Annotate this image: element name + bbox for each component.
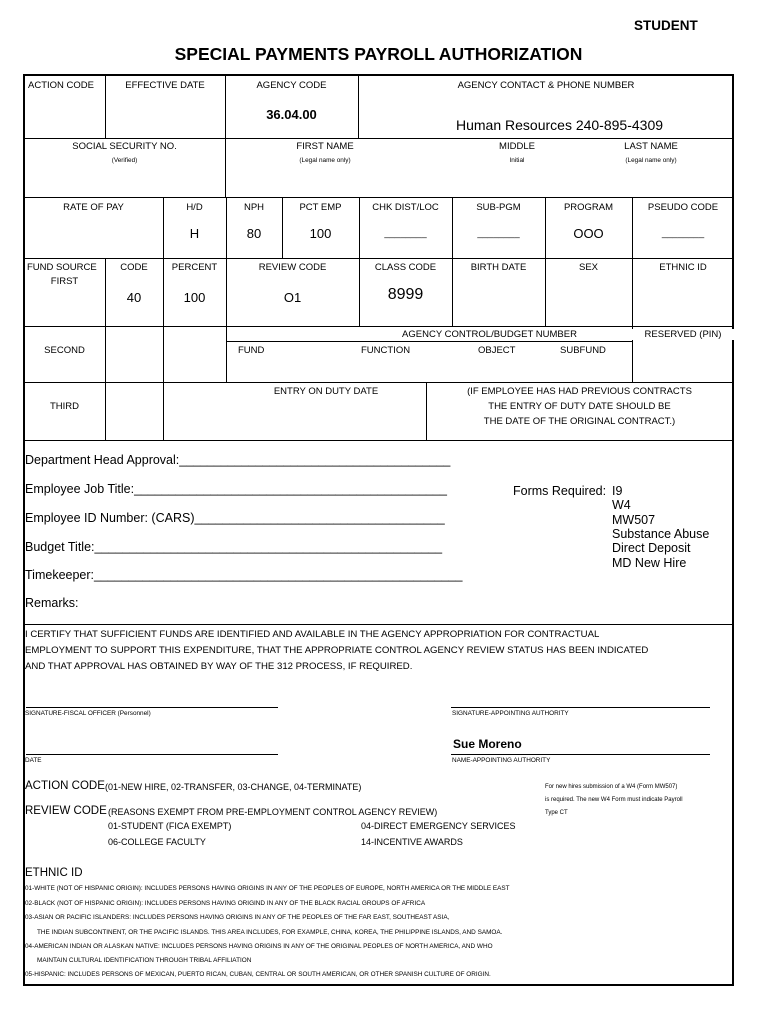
ethnic-line: 04-AMERICAN INDIAN OR ALASKAN NATIVE: INCLUDES PERSONS HAVING ORIGINS IN ANY OF THE ORIGINAL PEOPLES OF NORTH AMERICA, AND WHO — [25, 943, 493, 950]
review-code-04: 04-DIRECT EMERGENCY SERVICES — [361, 821, 516, 831]
object-label: OBJECT — [478, 345, 516, 356]
code-label: CODE — [120, 262, 148, 273]
ssn-label: SOCIAL SECURITY NO. — [72, 141, 177, 152]
percent-value[interactable]: 100 — [183, 290, 206, 305]
pseudo-code-value[interactable]: ________ — [661, 228, 705, 239]
ethnic-id-label: ETHNIC ID — [659, 262, 707, 273]
pct-emp-value[interactable]: 100 — [309, 226, 332, 241]
sub-pgm-value[interactable]: ________ — [477, 228, 520, 239]
hd-value[interactable]: H — [189, 226, 200, 241]
fund-second-label: SECOND — [44, 345, 85, 356]
certify-line-3: AND THAT APPROVAL HAS OBTAINED BY WAY OF THE 312 PROCESS, IF REQUIRED. — [25, 661, 413, 672]
divider — [163, 258, 164, 440]
fund-third-label: THIRD — [49, 401, 80, 412]
form-item: MD New Hire — [612, 556, 687, 570]
divider — [24, 326, 734, 327]
first-name-label: FIRST NAME — [296, 141, 354, 152]
chk-dist-label: CHK DIST/LOC — [372, 202, 439, 213]
reserved-pin-label: RESERVED (PIN) — [632, 329, 734, 340]
agency-contact-value[interactable]: Human Resources 240-895-4309 — [456, 117, 664, 133]
entry-note-1: (IF EMPLOYEE HAS HAD PREVIOUS CONTRACTS — [467, 386, 692, 397]
review-code-value[interactable]: O1 — [283, 290, 302, 305]
form-item: Substance Abuse — [612, 527, 710, 541]
certify-line-2: EMPLOYMENT TO SUPPORT THIS EXPENDITURE, THAT THE APPROPRIATE CONTROL AGENCY REVIEW STATUS HAS BEEN INDICATED — [25, 645, 649, 656]
ethnic-line: 03-ASIAN OR PACIFIC ISLANDERS: INCLUDES PERSONS HAVING ORIGINS IN ANY OF THE PEOPLES OF THE FAR EAST, SOUTHEAST ASIA, — [25, 914, 450, 921]
review-code-01: 01-STUDENT (FICA EXEMPT) — [108, 821, 232, 831]
w4-note-3: Type CT — [545, 810, 568, 816]
w4-note-1: For new hires submission of a W4 (Form MW507) — [545, 784, 678, 790]
signature-line[interactable] — [26, 707, 278, 708]
entry-on-duty-label: ENTRY ON DUTY DATE — [273, 386, 379, 397]
budget-title-field[interactable]: Budget Title:__________________________________________________ — [25, 540, 443, 554]
code-value[interactable]: 40 — [126, 290, 142, 305]
birth-date-label: BIRTH DATE — [470, 262, 527, 273]
class-code-label: CLASS CODE — [374, 262, 437, 273]
sex-label: SEX — [578, 262, 598, 273]
entry-note-2: THE ENTRY OF DUTY DATE SHOULD BE — [488, 401, 671, 412]
divider — [226, 341, 632, 342]
subfund-label: SUBFUND — [560, 345, 606, 356]
form-item: W4 — [612, 498, 631, 512]
ethnic-line: 05-HISPANIC: INCLUDES PERSONS OF MEXICAN, PUERTO RICAN, CUBAN, CENTRAL OR SOUTH AMERICAN, OR OTHER SPANISH CULTURE OF ORIGIN. — [25, 971, 491, 978]
agency-code-label: AGENCY CODE — [256, 80, 327, 91]
form-item: MW507 — [612, 513, 656, 527]
divider — [24, 440, 734, 441]
name-appointing-label: NAME-APPOINTING AUTHORITY — [452, 757, 551, 764]
effective-date-label: EFFECTIVE DATE — [125, 80, 205, 91]
w4-note-2: is required. The new W4 Form must indicate Payroll — [545, 797, 683, 803]
ethnic-line: THE INDIAN SUBCONTINENT, OR THE PACIFIC ISLANDS. THIS AREA INCLUDES, FOR EXAMPLE, CHINA, KOREA, THE PHILIPPINE ISLANDS, AND SAMOA. — [37, 929, 503, 936]
review-code-06: 06-COLLEGE FACULTY — [108, 837, 206, 847]
nph-label: NPH — [243, 202, 265, 213]
ethnic-line: 02-BLACK (NOT OF HISPANIC ORIGIN): INCLUDES PERSONS HAVING ORIGIND IN ANY OF THE BLACK RACIAL GROUPS OF AFRICA — [25, 900, 426, 907]
pct-emp-label: PCT EMP — [299, 202, 342, 213]
middle-label: MIDDLE — [499, 141, 535, 152]
form-item: I9 — [612, 484, 623, 498]
program-value[interactable]: OOO — [573, 226, 604, 241]
middle-sublabel: Initial — [509, 157, 525, 164]
ethnic-line: 01-WHITE (NOT OF HISPANIC ORIGIN): INCLUDES PERSONS HAVING ORIGINS IN ANY OF THE PEOPLES OF EUROPE, NORTH AMERICA OR THE MIDDLE EAST — [25, 885, 510, 892]
hd-label: H/D — [186, 202, 203, 213]
first-name-sublabel: (Legal name only) — [299, 157, 351, 164]
date-label: DATE — [25, 757, 42, 764]
dept-head-approval-field[interactable]: Department Head Approval:_______________________________________ — [25, 453, 451, 467]
action-code-legend: (01-NEW HIRE, 02-TRANSFER, 03-CHANGE, 04-TERMINATE) — [105, 782, 362, 792]
divider — [226, 258, 227, 382]
review-code-label: REVIEW CODE — [258, 262, 327, 273]
program-label: PROGRAM — [563, 202, 614, 213]
ethnic-line: MAINTAIN CULTURAL IDENTIFICATION THROUGH TRIBAL AFFILIATION — [37, 957, 252, 964]
signature-line[interactable] — [451, 707, 710, 708]
fund-source-label: FUND SOURCE — [27, 262, 97, 273]
action-code-legend-label: ACTION CODE — [25, 780, 105, 792]
divider — [24, 258, 734, 259]
ssn-sublabel: (Verified) — [111, 157, 138, 164]
review-code-legend-label: REVIEW CODE — [25, 805, 107, 817]
forms-required-label: Forms Required: — [513, 484, 607, 498]
agency-contact-label: AGENCY CONTACT & PHONE NUMBER — [457, 80, 635, 91]
nph-value[interactable]: 80 — [246, 226, 262, 241]
last-name-label: LAST NAME — [624, 141, 678, 152]
fund-label: FUND — [238, 345, 265, 356]
divider — [24, 624, 734, 625]
divider — [24, 138, 734, 139]
rate-of-pay-label: RATE OF PAY — [63, 202, 124, 213]
sig-appointing-label: SIGNATURE-APPOINTING AUTHORITY — [452, 710, 569, 717]
remarks-label: Remarks: — [25, 596, 79, 610]
timekeeper-field[interactable]: Timekeeper:_____________________________________________________ — [25, 568, 463, 582]
pseudo-code-label: PSEUDO CODE — [647, 202, 719, 213]
form-item: Direct Deposit — [612, 541, 691, 555]
ethnic-id-heading: ETHNIC ID — [25, 867, 83, 879]
sig-fiscal-label: SIGNATURE-FISCAL OFFICER (Personnel) — [25, 710, 151, 717]
certify-line-1: I CERTIFY THAT SUFFICIENT FUNDS ARE IDENTIFIED AND AVAILABLE IN THE AGENCY APPROPRIATION FOR CONTRACTUAL — [25, 629, 600, 640]
agency-code-value[interactable]: 36.04.00 — [266, 107, 317, 122]
divider — [632, 258, 633, 382]
review-code-14: 14-INCENTIVE AWARDS — [361, 837, 463, 847]
divider — [24, 197, 734, 198]
function-label: FUNCTION — [361, 345, 411, 356]
employee-id-field[interactable]: Employee ID Number: (CARS)____________________________________ — [25, 511, 445, 525]
divider — [24, 382, 734, 383]
chk-dist-value[interactable]: ________ — [384, 228, 427, 239]
agency-control-label: AGENCY CONTROL/BUDGET NUMBER — [402, 329, 577, 340]
sub-pgm-label: SUB-PGM — [476, 202, 521, 213]
name-line — [451, 754, 710, 755]
percent-label: PERCENT — [171, 262, 218, 273]
action-code-label: ACTION CODE — [28, 80, 94, 91]
fund-first-label: FIRST — [50, 276, 79, 287]
entry-note-3: THE DATE OF THE ORIGINAL CONTRACT.) — [483, 416, 676, 427]
class-code-value[interactable]: 8999 — [387, 286, 424, 303]
form-title: SPECIAL PAYMENTS PAYROLL AUTHORIZATION — [174, 44, 583, 64]
student-label: STUDENT — [634, 18, 698, 33]
last-name-sublabel: (Legal name only) — [625, 157, 677, 164]
divider — [105, 258, 106, 440]
review-code-legend: (REASONS EXEMPT FROM PRE-EMPLOYMENT CONTROL AGENCY REVIEW) — [108, 807, 438, 817]
job-title-field[interactable]: Employee Job Title:_____________________________________________ — [25, 482, 447, 496]
date-line[interactable] — [26, 754, 278, 755]
appointing-name-value[interactable]: Sue Moreno — [453, 737, 522, 751]
